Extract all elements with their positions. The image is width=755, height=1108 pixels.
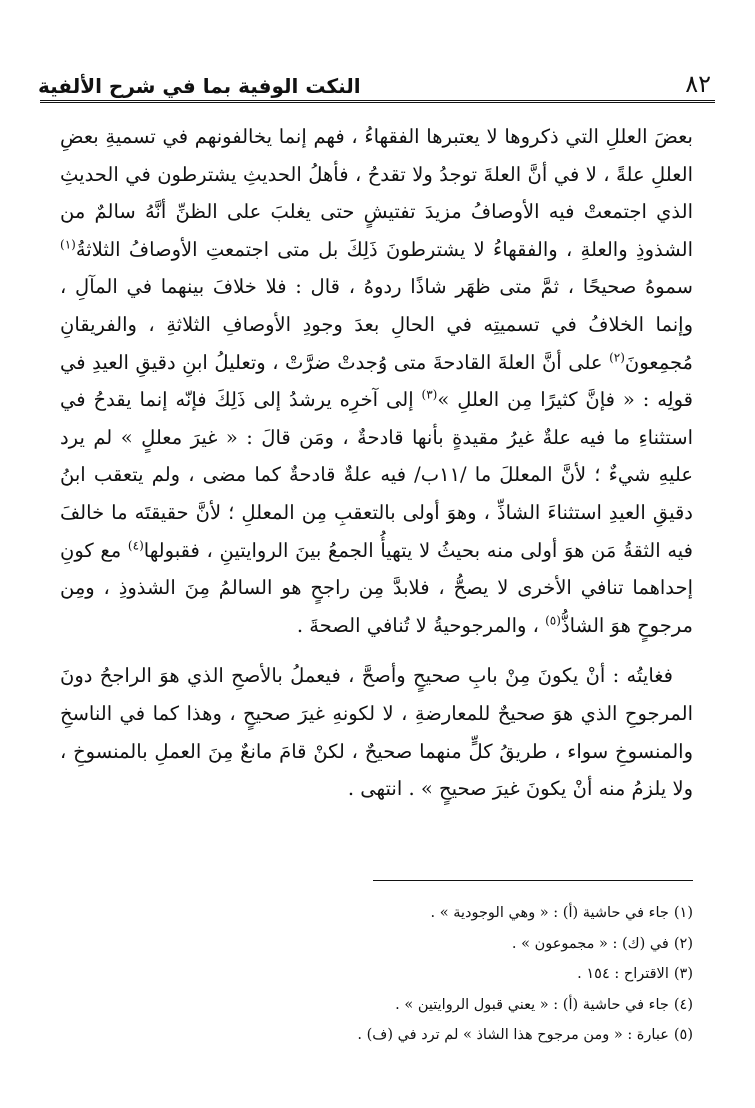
footnote-number: (٤)	[673, 996, 693, 1013]
footnote-text: جاء في حاشية (أ) : « وهي الوجودية » .	[430, 905, 669, 921]
footnote-ref[interactable]: (٤)	[127, 538, 144, 553]
text-segment: إلى آخرِه يرشدُ إلى ذَلِكَ فإنّه إنما يقدحُ في استثناءِ ما فيه علةٌ غيرُ مقيدةٍ بأنها قادحةٌ ، ومَن قالَ : « غيرَ معللٍ » لم يرد عليهِ شيءٌ ؛ لأنَّ المعللَ ما /١١ب/ فيه علةٌ قادحةٌ كما مضى ، ولم يتعقب ابنُ دقيقِ العيدِ استثناءَ الشاذِّ ، وهوَ أولى بالتعقبِ مِن المعللِ ؛ لأنَّ حقيقتَه ما خالفَ فيه الثقةُ مَن هوَ أولى منه بحيثُ لا يتهيأُ الجمعُ بينَ الروايتينِ ، فقبولها	[60, 388, 693, 562]
text-segment: سموهُ صحيحًا ، ثمَّ متى ظهَر شاذًا ردوهُ ، قال : فلا خلافَ بينهما في المآلِ ، وإنما الخلافُ في تسميتِه في الحالِ بعدَ وجودِ الأوصافِ الثلاثةِ ، والفريقانِ مُجمِعونَ	[60, 275, 693, 374]
footnotes	[60, 898, 693, 1051]
footnote	[60, 990, 693, 1021]
text-segment: ، والمرجوحيةُ لا تُنافي الصحةَ .	[296, 613, 546, 637]
footnote-ref[interactable]: (٢)	[609, 350, 625, 365]
text-segment: بعضَ العللِ التي ذكروها لا يعتبرها الفقهاءُ ، فهم إنما يخالفونهم في تسميةِ بعضِ العللِ علةً ، لا في أنَّ العلةَ توجدُ ولا تقدحُ ، فأهلُ الحديثِ يشترطون في الحديثِ الذي اجتمعتْ فيه الأوصافُ مزيدَ تفتيشٍ حتى يغلبَ على الظنِّ أنَّهُ سالمٌ من الشذوذِ والعلةِ ، والفقهاءُ لا يشترطونَ ذَلِكَ بل متى اجتمعتِ الأوصافُ الثلاثةُ	[60, 125, 693, 261]
paragraph	[60, 118, 693, 644]
running-title: النكت الوفية بما في شرح الألفية	[38, 74, 361, 98]
footnote-number: (٣)	[673, 966, 693, 982]
footnote-number: (٥)	[673, 1027, 693, 1043]
footnote	[60, 959, 693, 990]
footnote-number: (١)	[673, 905, 693, 921]
text-segment: على أنَّ العلةَ القادحةَ متى وُجدتْ ضرَّتْ ، وتعليلُ ابنِ دقيقِ العيدِ في قولِه : « فإنَّ كثيرًا مِن العللِ »	[60, 350, 693, 412]
footnote-ref[interactable]: (٣)	[421, 387, 438, 402]
footnote-number: (٢)	[673, 935, 693, 952]
main-text	[60, 118, 693, 808]
footnote-ref[interactable]: (٥)	[545, 613, 561, 628]
footnote	[60, 929, 693, 960]
footnote-ref[interactable]: (١)	[60, 237, 76, 252]
page-header	[38, 56, 715, 96]
footnote	[60, 1020, 693, 1051]
footnote-text: عبارة : « ومن مرجوح هذا الشاذ » لم ترد في (ف) .	[357, 1027, 669, 1043]
footnote-text: الاقتراح : ١٥٤ .	[577, 966, 669, 982]
footnote-text: جاء في حاشية (أ) : « يعني قبول الروايتين » .	[395, 996, 669, 1013]
footnote	[60, 898, 693, 929]
header-divider	[40, 100, 715, 103]
footnote-divider	[373, 880, 693, 881]
footnote-text: في (ك) : « مجموعون » .	[511, 935, 669, 952]
paragraph	[60, 657, 693, 807]
page-number: ٨٢	[685, 70, 711, 98]
text-segment: مع كونِ إحداهما تنافي الأخرى لا يصحُّ ، فلابدَّ مِن راجحٍ هو السالمُ مِنَ الشذوذِ ، ومِن مرجوحٍ هوَ الشاذُّ	[60, 538, 693, 637]
text-segment: فغايتُه : أنْ يكونَ مِنْ بابِ صحيحٍ وأصحَّ ، فيعملُ بالأصحِ الذي هوَ الراجحُ دونَ المرجوحِ الذي هوَ صحيحٌ للمعارضةِ ، لا لكونهِ غيرَ صحيحٍ ، وهذا كما في الناسخِ والمنسوخِ سواء ، طريقُ كلٍّ منهما صحيحٌ ، لكنْ قامَ مانعٌ مِنَ العملِ بالمنسوخِ ، ولا يلزمُ منه أنْ يكونَ غيرَ صحيحٍ » . انتهى .	[60, 664, 693, 801]
